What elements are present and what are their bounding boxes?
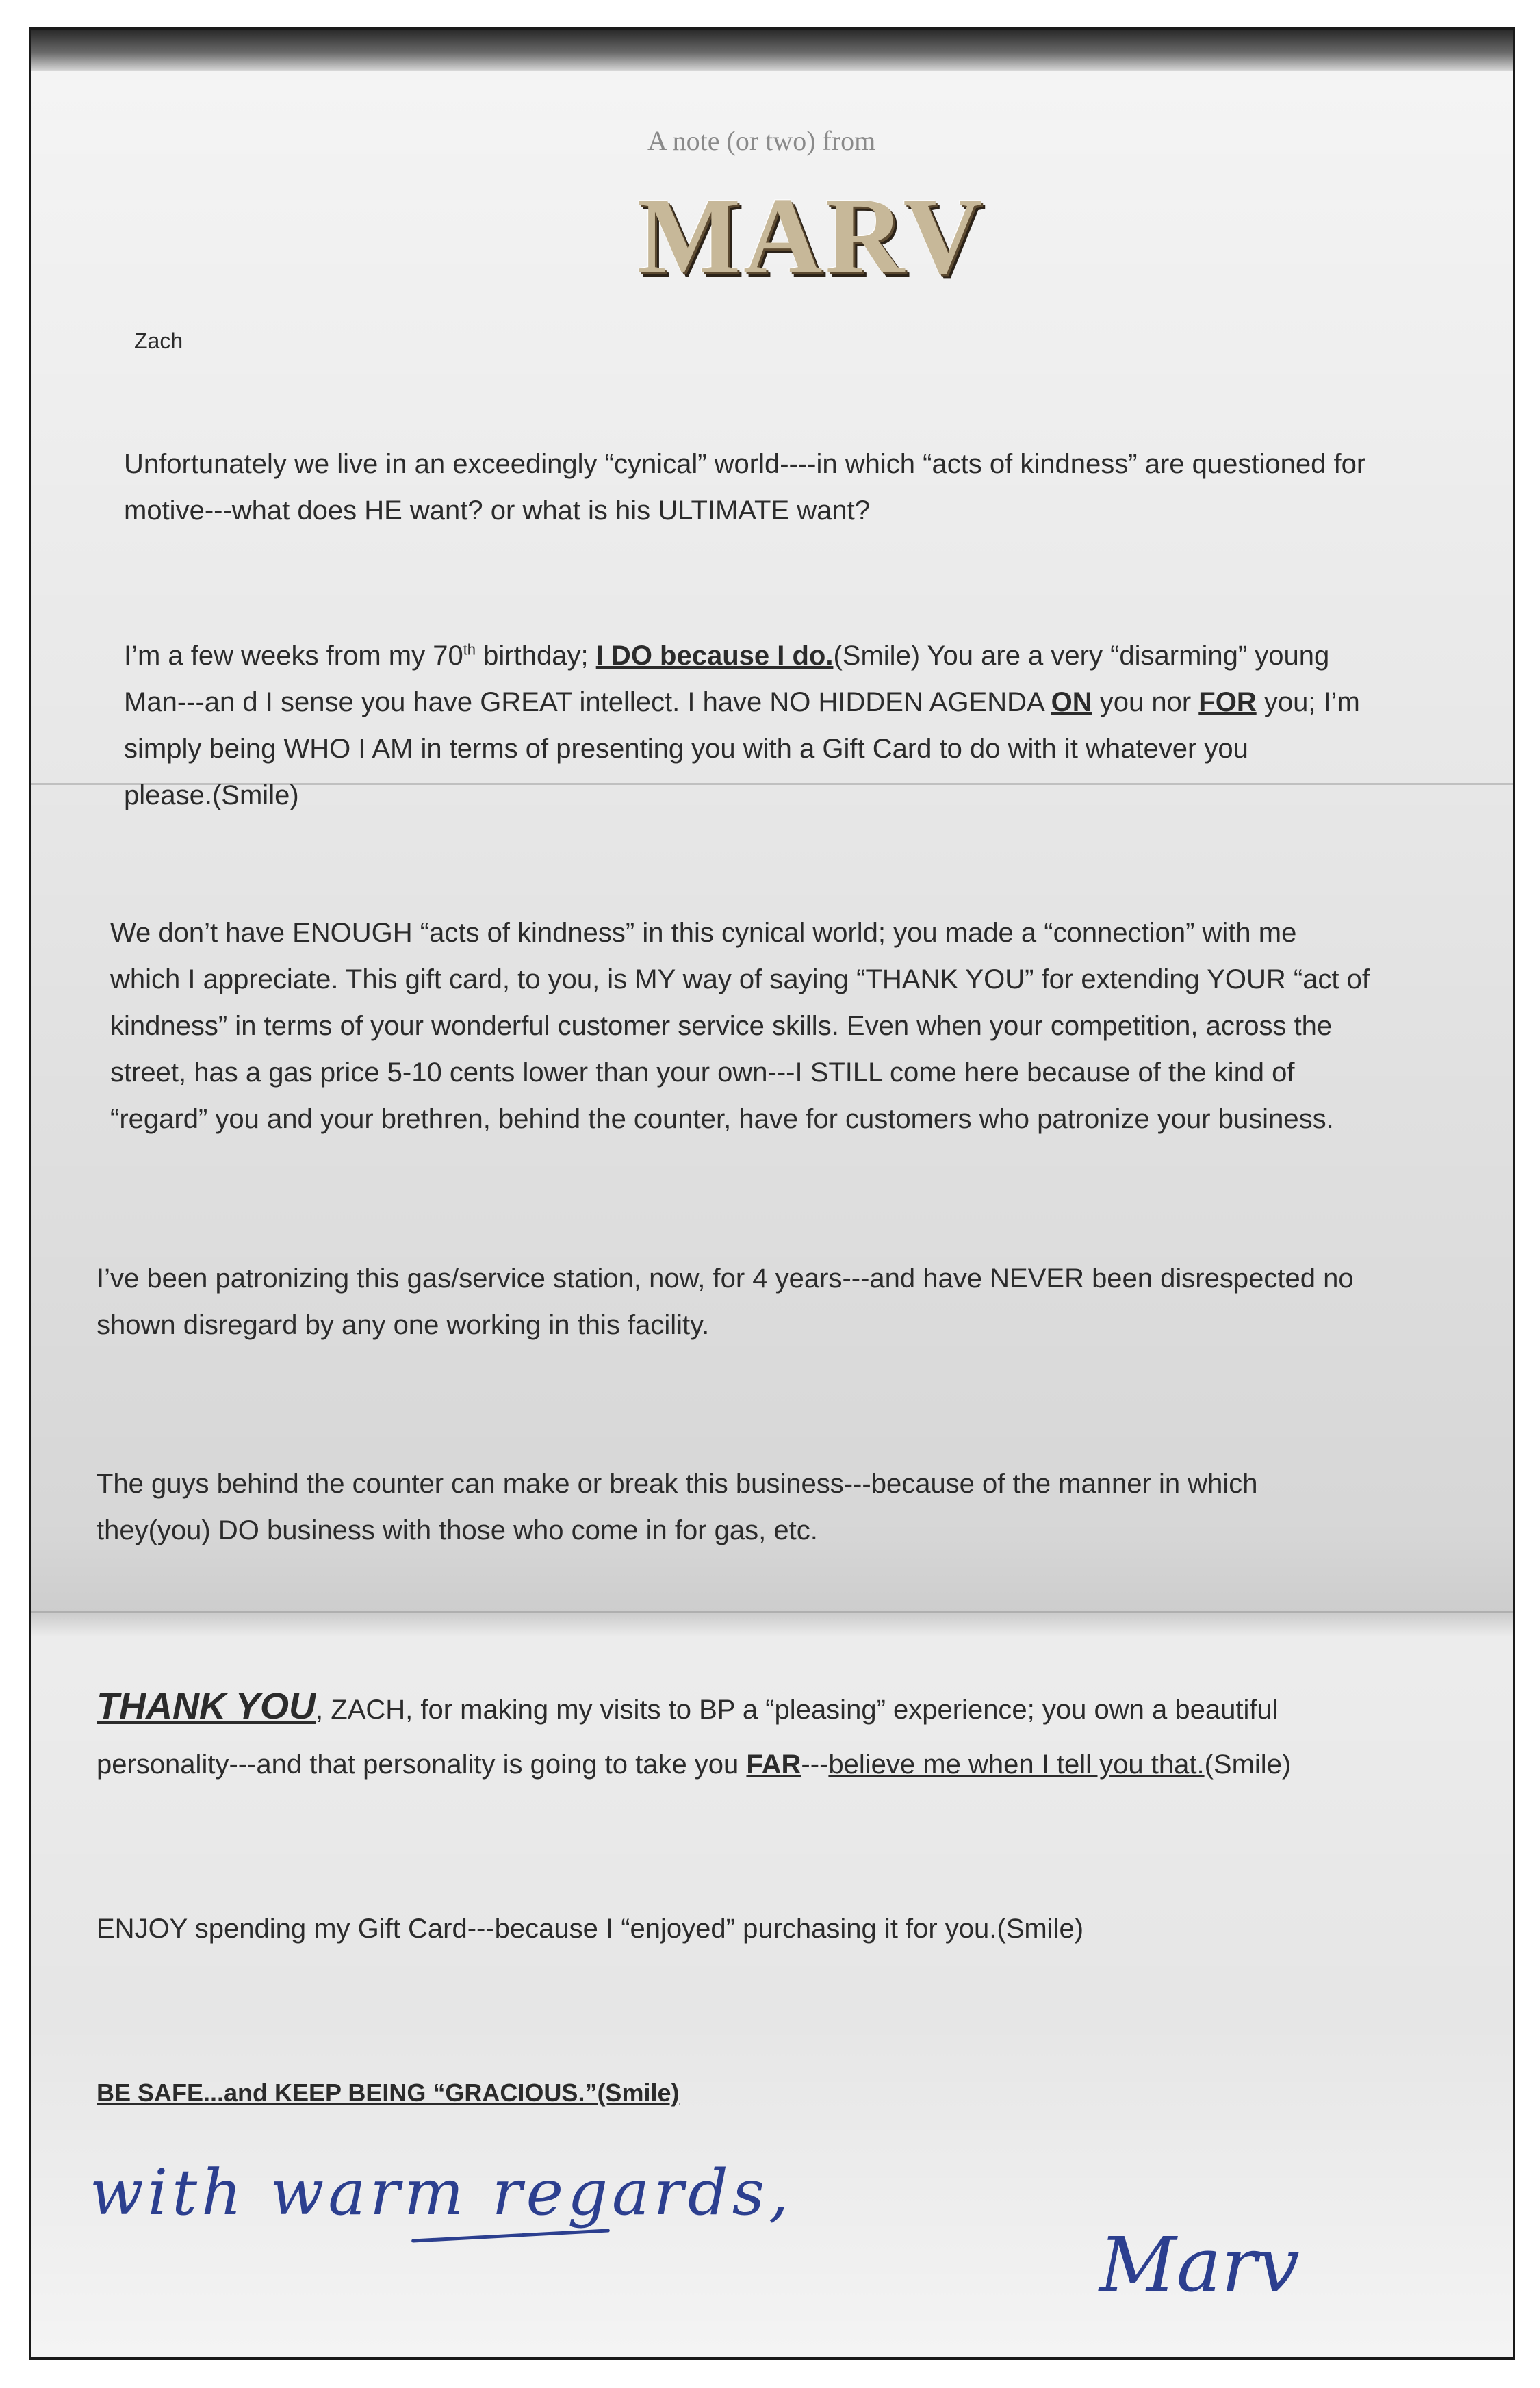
handwritten-signature: Marv (1099, 2221, 1300, 2309)
paragraph-8: BE SAFE...and KEEP BEING “GRACIOUS.”(Smile) (97, 2079, 680, 2107)
handwritten-closing: with warm regards, (90, 2156, 793, 2229)
paragraph-line: they(you) DO business with those who come in for gas, etc. (97, 1515, 818, 1545)
dark-background-strip (31, 30, 1513, 71)
paragraph-line: please.(Smile) (124, 780, 299, 810)
paragraph-line: which I appreciate. This gift card, to you, is MY way of saying “THANK YOU” for extending YOUR “act of (110, 964, 1370, 994)
paper-fold-crease (31, 1611, 1513, 1613)
paragraph-line: THANK YOU, ZACH, for making my visits to BP a “pleasing” experience; you own a beautiful (97, 1686, 1279, 1727)
paragraph-line: kindness” in terms of your wonderful customer service skills. Even when your competition, across the (110, 1011, 1333, 1041)
paragraph-line: “regard” you and your brethren, behind the counter, have for customers who patronize your business. (110, 1104, 1334, 1134)
marv-logo: MARV (637, 175, 986, 296)
letter-heading: A note (or two) from (647, 125, 876, 156)
letter-paper (31, 71, 1513, 2357)
paragraph-line: shown disregard by any one working in this facility. (97, 1310, 710, 1340)
paragraph-line: I’m a few weeks from my 70th birthday; I DO because I do.(Smile) You are a very “disarming” young (124, 641, 1330, 671)
letter-photo (29, 27, 1515, 2360)
paragraph-line: Man---an d I sense you have GREAT intellect. I have NO HIDDEN AGENDA ON you nor FOR you; I’m (124, 687, 1360, 717)
salutation: Zach (134, 329, 183, 353)
paragraph-line: street, has a gas price 5-10 cents lower than your own---I STILL come here because of the kind of (110, 1057, 1295, 1088)
paragraph-line: We don’t have ENOUGH “acts of kindness” in this cynical world; you made a “connection” with me (110, 918, 1297, 948)
paragraph-line: I’ve been patronizing this gas/service station, now, for 4 years---and have NEVER been disrespected no (97, 1263, 1354, 1294)
paragraph-line: motive---what does HE want? or what is his ULTIMATE want? (124, 496, 870, 526)
paragraph-line: The guys behind the counter can make or break this business---because of the manner in which (97, 1469, 1258, 1499)
paragraph-7: ENJOY spending my Gift Card---because I “enjoyed” purchasing it for you.(Smile) (97, 1914, 1084, 1944)
paragraph-line: personality---and that personality is going to take you FAR---believe me when I tell you that.(Smile) (97, 1749, 1292, 1780)
paragraph-line: simply being WHO I AM in terms of presenting you with a Gift Card to do with it whatever you (124, 734, 1248, 764)
paragraph-line: Unfortunately we live in an exceedingly “cynical” world----in which “acts of kindness” are questioned for (124, 449, 1366, 479)
